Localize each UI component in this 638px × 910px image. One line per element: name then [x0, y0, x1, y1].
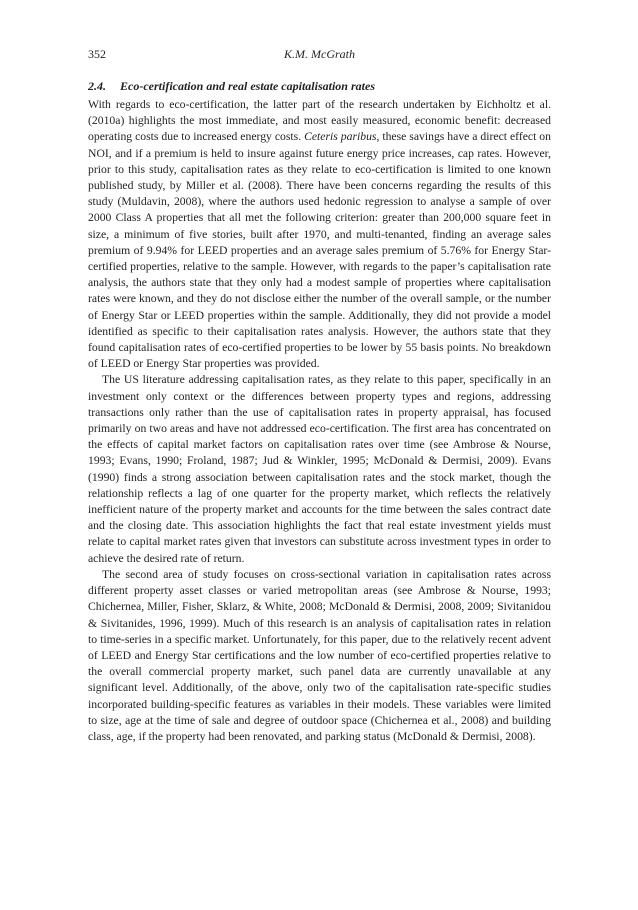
paragraph-2: The US literature addressing capitalisation rates, as they relate to this paper, specifically in an investment only context or the differences between property types and regions, addressing transactions only rather than the use of capitalisation rates in property appraisal, has focused primarily on two areas and have not addressed eco-certification. The first area has concentrated on the effects of capital market factors on capitalisation rates over time (see Ambrose & Nourse, 1993; Evans, 1990; Froland, 1987; Jud & Winkler, 1995; McDonald & Dermisi, 2009). Evans (1990) finds a strong association between capitalisation rates and the stock market, though the relationship reflects a lag of one quarter for the property market, which reflects the relatively inefficient nature of the property market and accounts for the time between the sales contract date and the closing date. This association highlights the fact that real estate investment yields must relate to capital market rates given that investors can substitute across investment types in order to achieve the desired rate of return. — [88, 373, 551, 565]
paragraph-1 — [88, 97, 551, 372]
paragraph-1-italic: Ceteris paribus — [304, 130, 377, 144]
section-number: 2.4. — [88, 79, 106, 93]
page-number: 352 — [88, 47, 106, 61]
paragraph-3: The second area of study focuses on cross-sectional variation in capitalisation rates across different property asset classes or varied metropolitan areas (see Ambrose & Nourse, 1993; Chichernea, Miller, Fisher, Sklarz, & White, 2008; McDonald & Dermisi, 2008, 2009; Sivitanidou & Sivitanides, 1996, 1999). Much of this research is an analysis of capitalisation rates in relation to time-series in a specific market. Unfortunately, for this paper, due to the relatively recent advent of LEED and Energy Star certifications and the low number of eco-certified properties relative to the overall commercial property market, such panel data are currently unavailable at any significant level. Additionally, of the above, only two of the capitalisation rate-specific studies incorporated building-specific features as variables in their models. These variables were limited to size, age at the time of sale and degree of outdoor space (Chichernea et al., 2008) and building class, age, if the property had been renovated, and parking status (McDonald & Dermisi, 2008). — [88, 567, 551, 743]
paragraph-1-text-b: , these savings have a direct effect on NOI, and if a premium is held to insure against future energy price increases, cap rates. However, prior to this study, capitalisation rates as they relate to eco-certification is limited to one known published study, by Miller et al. (2008). There have been concerns regarding the results of this study (Muldavin, 2008), where the authors used hedonic regression to analyse a sample of over 2000 Class A properties that all met the following criterion: greater than 200,000 square feet in size, a minimum of five stories, built after 1970, and multi-tenanted, finding an average sales premium of 9.94% for LEED properties and an average sales premium of 5.76% for Energy Star-certified properties, relative to the sample. However, with regards to the paper’s capitalisation rate analysis, the authors state that they only had a modest sample of properties where capitalisation rates were known, and they do not disclose either the number of the overall sample, or the number of Energy Star or LEED properties within the sample. Additionally, they did not provide a model identified as specific to their capitalisation rates analysis. However, the authors state that they found capitalisation rates of eco-certified properties to be lower by 55 basis points. No breakdown of LEED or Energy Star properties was provided. — [88, 130, 551, 371]
section-heading — [88, 78, 551, 94]
section-title: Eco-certification and real estate capitalisation rates — [120, 79, 375, 93]
running-title-author: K.M. McGrath — [284, 47, 355, 61]
page — [88, 46, 551, 745]
paragraph-1-text-a: With regards to eco-certification, the latter part of the research undertaken by Eichholtz et al. (2010a) highlights the most immediate, and most easily measured, economic benefit: decreased operating costs due to increased energy costs. — [88, 98, 551, 144]
running-header — [88, 46, 551, 62]
